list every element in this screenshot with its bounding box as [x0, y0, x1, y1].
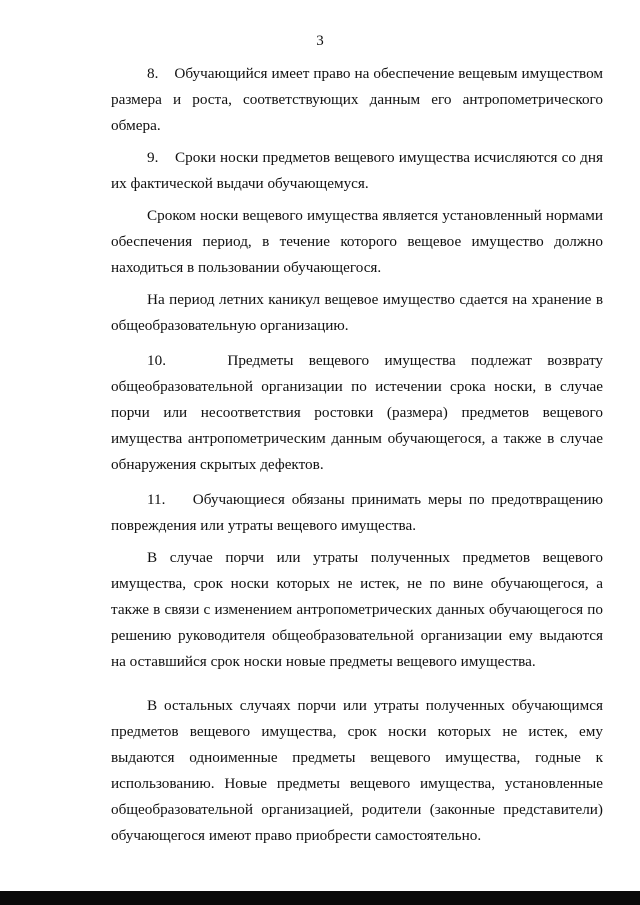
- paragraph-summer-storage: На период летних каникул вещевое имущество сдается на хранение в общеобразовательную организацию.: [111, 291, 603, 334]
- body-text: [111, 61, 603, 849]
- paragraph-item-9: 9. Сроки носки предметов вещевого имущества исчисляются со дня их фактической выдачи обучающемуся.: [111, 149, 603, 192]
- paragraph-item-10: 10. Предметы вещевого имущества подлежат возврату общеобразовательной организации по истечении срока носки, в случае порчи или несоответствия ростовки (размера) предметов вещевого имущества антропометрическим данным обучающегося, а также в случае обнаружения скрытых дефектов.: [111, 352, 603, 473]
- paragraph-item-8: 8. Обучающийся имеет право на обеспечение вещевым имуществом размера и роста, соответствующих данным его антропометрического обмера.: [111, 65, 603, 134]
- paragraph-damage-not-by-student: В случае порчи или утраты полученных предметов вещевого имущества, срок носки которых не истек, не по вине обучающегося, а также в связи с изменением антропометрических данных обучающегося по решению руководителя общеобразовательной организации ему выдаются на оставшийся срок носки новые предметы вещевого имущества.: [111, 549, 603, 670]
- paragraph-item-11: 11. Обучающиеся обязаны принимать меры по предотвращению повреждения или утраты вещевого имущества.: [111, 491, 603, 534]
- paragraph-other-damage-cases: В остальных случаях порчи или утраты полученных обучающимся предметов вещевого имущества, срок носки которых не истек, ему выдаются одноименные предметы вещевого имущества, годные к использованию. Новые предметы вещевого имущества, установленные общеобразовательной организацией, родители (законные представители) обучающегося имеют право приобрести самостоятельно.: [111, 697, 603, 844]
- page-number: 3: [316, 33, 324, 49]
- scan-edge-bar: [0, 891, 640, 905]
- paragraph-wear-period-definition: Сроком носки вещевого имущества является установленный нормами обеспечения период, в течение которого вещевое имущество должно находиться в пользовании обучающегося.: [111, 207, 603, 276]
